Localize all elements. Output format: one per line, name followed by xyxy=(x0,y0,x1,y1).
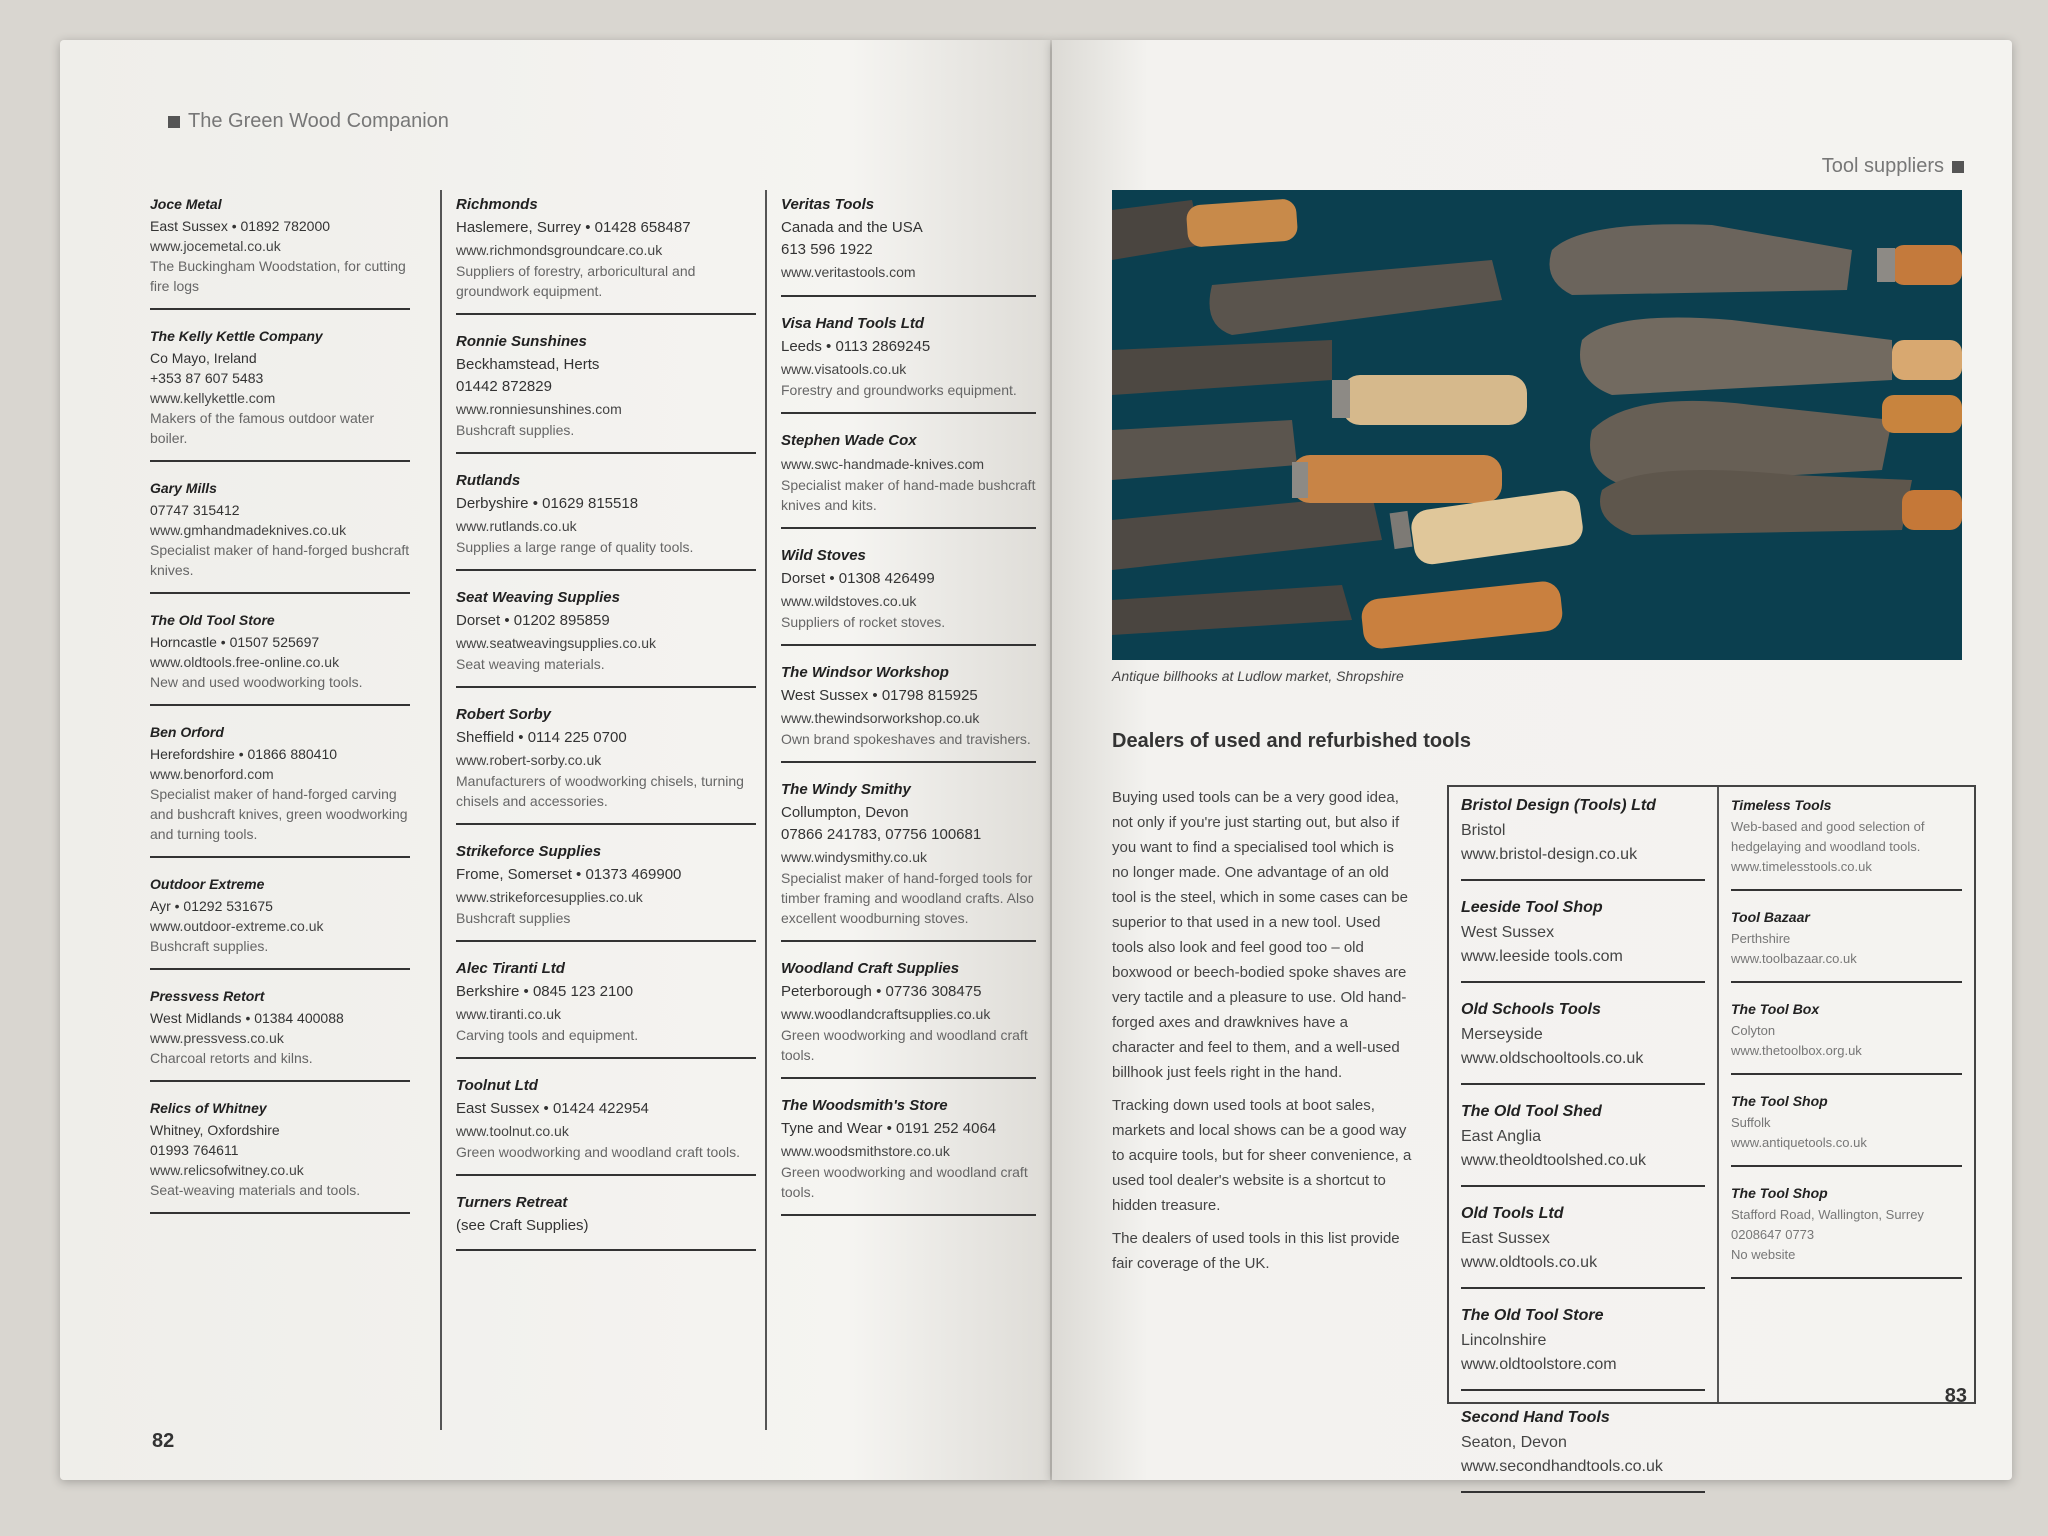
supplier-name: Rutlands xyxy=(456,472,521,489)
supplier-name: The Tool Shop xyxy=(1731,1185,1828,1201)
supplier-entry xyxy=(150,474,410,594)
supplier-detail: West Midlands • 01384 400088 xyxy=(150,1010,344,1026)
supplier-description: Suppliers of forestry, arboricultural and groundwork equipment. xyxy=(456,263,696,299)
supplier-detail: 01993 764611 xyxy=(150,1142,239,1158)
supplier-entry xyxy=(456,583,756,688)
supplier-name: Timeless Tools xyxy=(1731,797,1832,813)
supplier-entry xyxy=(781,658,1036,763)
supplier-description: Bushcraft supplies. xyxy=(150,938,269,954)
supplier-description: Specialist maker of hand-forged carving and bushcraft knives, green woodworking and turning tools. xyxy=(150,786,408,842)
supplier-detail: Berkshire • 0845 123 2100 xyxy=(456,983,634,1000)
supplier-detail: Lincolnshire xyxy=(1461,1332,1547,1349)
supplier-entry xyxy=(781,426,1036,529)
supplier-entry xyxy=(1731,1179,1962,1279)
running-head-right: Tool suppliers xyxy=(1822,155,1972,178)
supplier-website: www.relicsofwitney.co.uk xyxy=(150,1162,304,1178)
supplier-entry xyxy=(1461,1199,1705,1289)
supplier-entry xyxy=(150,870,410,970)
supplier-entry xyxy=(150,606,410,706)
supplier-detail: East Anglia xyxy=(1461,1128,1542,1145)
supplier-description: The Buckingham Woodstation, for cutting fire logs xyxy=(150,258,406,294)
supplier-description: Green woodworking and woodland craft tools. xyxy=(781,1164,1028,1200)
supplier-name: The Old Tool Store xyxy=(150,612,275,628)
supplier-website: www.outdoor-extreme.co.uk xyxy=(150,918,324,934)
billhooks-image xyxy=(1112,190,1962,660)
supplier-website: www.bristol-design.co.uk xyxy=(1461,846,1638,863)
supplier-name: Seat Weaving Supplies xyxy=(456,589,620,606)
supplier-entry xyxy=(781,775,1036,942)
supplier-website: www.wildstoves.co.uk xyxy=(781,593,917,609)
dealers-column-2 xyxy=(1719,787,1974,1402)
supplier-description: Green woodworking and woodland craft tools. xyxy=(456,1144,741,1160)
supplier-website: www.tiranti.co.uk xyxy=(456,1006,562,1022)
supplier-detail: Perthshire xyxy=(1731,931,1791,946)
supplier-detail: Collumpton, Devon xyxy=(781,804,909,821)
supplier-name: The Windsor Workshop xyxy=(781,664,949,681)
supplier-entry xyxy=(456,190,756,315)
supplier-entry xyxy=(1731,791,1962,891)
supplier-description: New and used woodworking tools. xyxy=(150,674,363,690)
supplier-entry xyxy=(1461,1403,1705,1493)
supplier-website: www.woodsmithstore.co.uk xyxy=(781,1143,950,1159)
supplier-website: www.secondhandtools.co.uk xyxy=(1461,1458,1663,1475)
supplier-website: www.seatweavingsupplies.co.uk xyxy=(456,635,656,651)
supplier-column-1 xyxy=(150,190,410,1226)
supplier-detail: Peterborough • 07736 308475 xyxy=(781,983,982,1000)
photo-caption: Antique billhooks at Ludlow market, Shropshire xyxy=(1112,668,1404,684)
supplier-detail: 01442 872829 xyxy=(456,378,552,395)
supplier-entry xyxy=(456,837,756,942)
supplier-entry xyxy=(456,327,756,454)
supplier-description: Own brand spokeshaves and travishers. xyxy=(781,731,1031,747)
supplier-entry xyxy=(1731,1087,1962,1167)
supplier-entry xyxy=(781,309,1036,414)
supplier-entry xyxy=(1461,791,1705,881)
page-number-left: 82 xyxy=(152,1430,175,1452)
supplier-name: Robert Sorby xyxy=(456,706,552,723)
supplier-detail: East Sussex xyxy=(1461,1230,1550,1247)
supplier-description: Carving tools and equipment. xyxy=(456,1027,639,1043)
supplier-name: Ronnie Sunshines xyxy=(456,333,587,350)
supplier-website: www.rutlands.co.uk xyxy=(456,518,577,534)
supplier-entry xyxy=(1461,1097,1705,1187)
supplier-name: The Old Tool Shed xyxy=(1461,1103,1602,1120)
supplier-entry xyxy=(1461,995,1705,1085)
supplier-detail: Frome, Somerset • 01373 469900 xyxy=(456,866,682,883)
supplier-description: Suppliers of rocket stoves. xyxy=(781,614,946,630)
square-bullet-icon xyxy=(168,116,180,128)
supplier-website: www.veritastools.com xyxy=(781,264,916,280)
supplier-detail: Sheffield • 0114 225 0700 xyxy=(456,729,627,746)
square-bullet-icon xyxy=(1952,161,1964,173)
supplier-description: Supplies a large range of quality tools. xyxy=(456,539,694,555)
supplier-name: Alec Tiranti Ltd xyxy=(456,960,565,977)
supplier-website: www.antiquetools.co.uk xyxy=(1731,1135,1867,1150)
left-page xyxy=(60,40,1050,1480)
supplier-detail: Tyne and Wear • 0191 252 4064 xyxy=(781,1120,997,1137)
supplier-website: www.thetoolbox.org.uk xyxy=(1731,1043,1862,1058)
supplier-website: www.leeside tools.com xyxy=(1461,948,1623,965)
supplier-name: Outdoor Extreme xyxy=(150,876,265,892)
supplier-description: Seat weaving materials. xyxy=(456,656,605,672)
supplier-name: The Windy Smithy xyxy=(781,781,911,798)
supplier-name: Bristol Design (Tools) Ltd xyxy=(1461,797,1656,814)
supplier-detail: Suffolk xyxy=(1731,1115,1771,1130)
supplier-detail: Leeds • 0113 2869245 xyxy=(781,338,931,355)
supplier-description: Makers of the famous outdoor water boiler. xyxy=(150,410,375,446)
supplier-entry xyxy=(150,982,410,1082)
supplier-website: www.robert-sorby.co.uk xyxy=(456,752,602,768)
supplier-detail: Web-based and good selection of hedgelaying and woodland tools. xyxy=(1731,819,1925,854)
supplier-website: www.jocemetal.co.uk xyxy=(150,238,281,254)
supplier-website: www.strikeforcesupplies.co.uk xyxy=(456,889,643,905)
supplier-description: Bushcraft supplies xyxy=(456,910,571,926)
supplier-column-2 xyxy=(440,190,756,1430)
supplier-detail: Dorset • 01308 426499 xyxy=(781,570,935,587)
supplier-detail: Co Mayo, Ireland xyxy=(150,350,257,366)
supplier-entry xyxy=(150,718,410,858)
supplier-name: Old Tools Ltd xyxy=(1461,1205,1564,1222)
supplier-website: www.thewindsorworkshop.co.uk xyxy=(781,710,980,726)
supplier-website: www.oldtools.free-online.co.uk xyxy=(150,654,340,670)
supplier-website: www.visatools.co.uk xyxy=(781,361,907,377)
supplier-entry xyxy=(781,1091,1036,1216)
supplier-column-3 xyxy=(765,190,1036,1430)
supplier-entry xyxy=(456,1071,756,1176)
supplier-description: Manufacturers of woodworking chisels, turning chisels and accessories. xyxy=(456,773,744,809)
used-tool-dealers-box xyxy=(1447,785,1976,1475)
supplier-name: The Tool Box xyxy=(1731,1001,1820,1017)
supplier-description: Green woodworking and woodland craft tools. xyxy=(781,1027,1028,1063)
running-head-left: The Green Wood Companion xyxy=(160,110,449,133)
supplier-entry xyxy=(150,1094,410,1214)
right-page xyxy=(1052,40,2012,1480)
supplier-detail: +353 87 607 5483 xyxy=(150,370,264,386)
billhooks-photo xyxy=(1112,190,1962,660)
supplier-detail: Merseyside xyxy=(1461,1026,1543,1043)
supplier-website: www.oldtoolstore.com xyxy=(1461,1356,1617,1373)
supplier-entry xyxy=(781,190,1036,297)
supplier-name: Pressvess Retort xyxy=(150,988,265,1004)
supplier-detail: Haslemere, Surrey • 01428 658487 xyxy=(456,219,691,236)
supplier-website: www.toolbazaar.co.uk xyxy=(1731,951,1857,966)
supplier-detail: 07747 315412 xyxy=(150,502,240,518)
supplier-entry xyxy=(1731,995,1962,1075)
supplier-entry xyxy=(1461,1301,1705,1391)
supplier-name: Leeside Tool Shop xyxy=(1461,899,1603,916)
supplier-detail: West Sussex xyxy=(1461,924,1555,941)
supplier-detail: Dorset • 01202 895859 xyxy=(456,612,610,629)
supplier-website: www.gmhandmadeknives.co.uk xyxy=(150,522,347,538)
supplier-detail: Colyton xyxy=(1731,1023,1776,1038)
supplier-name: Second Hand Tools xyxy=(1461,1409,1610,1426)
supplier-description: Seat-weaving materials and tools. xyxy=(150,1182,361,1198)
open-book xyxy=(40,40,2020,1500)
supplier-detail: 07866 241783, 07756 100681 xyxy=(781,826,982,843)
supplier-website: www.pressvess.co.uk xyxy=(150,1030,284,1046)
supplier-website: www.richmondsgroundcare.co.uk xyxy=(456,242,663,258)
supplier-website: www.woodlandcraftsupplies.co.uk xyxy=(781,1006,991,1022)
supplier-detail: Bristol xyxy=(1461,822,1506,839)
supplier-name: The Kelly Kettle Company xyxy=(150,328,323,344)
supplier-entry xyxy=(150,322,410,462)
supplier-detail: 0208647 0773 xyxy=(1731,1227,1815,1242)
supplier-entry xyxy=(456,466,756,571)
page-number-right: 83 xyxy=(1944,1385,1967,1407)
supplier-name: Tool Bazaar xyxy=(1731,909,1810,925)
supplier-website: www.theoldtoolshed.co.uk xyxy=(1461,1152,1646,1169)
supplier-detail: East Sussex • 01424 422954 xyxy=(456,1100,649,1117)
supplier-detail: Seaton, Devon xyxy=(1461,1434,1567,1451)
supplier-description: Charcoal retorts and kilns. xyxy=(150,1050,313,1066)
supplier-website: www.toolnut.co.uk xyxy=(456,1123,569,1139)
supplier-description: Specialist maker of hand-forged tools for timber framing and woodland crafts. Also excellent woodburning stoves. xyxy=(781,870,1034,926)
supplier-name: Gary Mills xyxy=(150,480,217,496)
supplier-website: www.kellykettle.com xyxy=(150,390,276,406)
supplier-detail: Ayr • 01292 531675 xyxy=(150,898,273,914)
supplier-detail: Beckhamstead, Herts xyxy=(456,356,600,373)
supplier-website: www.windysmithy.co.uk xyxy=(781,849,928,865)
supplier-name: Turners Retreat xyxy=(456,1194,568,1211)
supplier-website: www.ronniesunshines.com xyxy=(456,401,622,417)
supplier-name: Woodland Craft Supplies xyxy=(781,960,960,977)
supplier-detail: Canada and the USA xyxy=(781,219,923,236)
supplier-name: Strikeforce Supplies xyxy=(456,843,602,860)
supplier-entry xyxy=(456,700,756,825)
supplier-entry xyxy=(781,541,1036,646)
supplier-detail: East Sussex • 01892 782000 xyxy=(150,218,331,234)
dealers-column-1 xyxy=(1449,787,1719,1475)
supplier-detail: Whitney, Oxfordshire xyxy=(150,1122,280,1138)
body-paragraph: Buying used tools can be a very good idea, not only if you're just starting out, but also if you want to find a specialised tool which is no longer made. One advantage of an old tool is the steel, which in some cases can be superior to that used in a new tool. Used tools also look and feel good too – old boxwood or beech-bodied spoke shaves are very tactile and a pleasure to use. Old hand-forged axes and drawknives have a character and feel to them, and a well-used billhook just feels right in the hand. xyxy=(1112,789,1408,1081)
supplier-name: The Woodsmith's Store xyxy=(781,1097,948,1114)
supplier-entry xyxy=(456,954,756,1059)
supplier-detail: Derbyshire • 01629 815518 xyxy=(456,495,639,512)
supplier-detail: No website xyxy=(1731,1247,1796,1262)
body-paragraph: Tracking down used tools at boot sales, markets and local shows can be a good way to acquire tools, but for sheer convenience, a used tool dealer's website is a shortcut to hidden treasure. xyxy=(1112,1097,1412,1214)
section-heading: Dealers of used and refurbished tools xyxy=(1112,730,1471,752)
supplier-detail: Herefordshire • 01866 880410 xyxy=(150,746,338,762)
supplier-detail: Horncastle • 01507 525697 xyxy=(150,634,320,650)
supplier-name: The Old Tool Store xyxy=(1461,1307,1604,1324)
supplier-name: Veritas Tools xyxy=(781,196,875,213)
supplier-name: Richmonds xyxy=(456,196,538,213)
supplier-name: Wild Stoves xyxy=(781,547,866,564)
supplier-detail: (see Craft Supplies) xyxy=(456,1217,589,1234)
supplier-name: Toolnut Ltd xyxy=(456,1077,538,1094)
supplier-entry xyxy=(1731,903,1962,983)
supplier-name: Joce Metal xyxy=(150,196,222,212)
supplier-website: www.oldschooltools.co.uk xyxy=(1461,1050,1644,1067)
body-text xyxy=(1112,785,1412,1284)
body-paragraph: The dealers of used tools in this list provide fair coverage of the UK. xyxy=(1112,1230,1400,1272)
supplier-entry xyxy=(456,1188,756,1251)
supplier-name: The Tool Shop xyxy=(1731,1093,1828,1109)
supplier-detail: 613 596 1922 xyxy=(781,241,873,258)
supplier-website: www.oldtools.co.uk xyxy=(1461,1254,1598,1271)
supplier-name: Ben Orford xyxy=(150,724,224,740)
supplier-detail: West Sussex • 01798 815925 xyxy=(781,687,978,704)
supplier-detail: Stafford Road, Wallington, Surrey xyxy=(1731,1207,1924,1222)
supplier-website: www.benorford.com xyxy=(150,766,274,782)
supplier-website: www.swc-handmade-knives.com xyxy=(781,456,985,472)
supplier-name: Relics of Whitney xyxy=(150,1100,267,1116)
supplier-description: Specialist maker of hand-forged bushcraft knives. xyxy=(150,542,410,578)
supplier-name: Stephen Wade Cox xyxy=(781,432,917,449)
supplier-entry xyxy=(781,954,1036,1079)
supplier-description: Specialist maker of hand-made bushcraft knives and kits. xyxy=(781,477,1036,513)
supplier-entry xyxy=(150,190,410,310)
supplier-entry xyxy=(1461,893,1705,983)
supplier-website: www.timelesstools.co.uk xyxy=(1731,859,1872,874)
supplier-description: Bushcraft supplies. xyxy=(456,422,575,438)
supplier-description: Forestry and groundworks equipment. xyxy=(781,382,1017,398)
supplier-name: Old Schools Tools xyxy=(1461,1001,1601,1018)
supplier-name: Visa Hand Tools Ltd xyxy=(781,315,925,332)
